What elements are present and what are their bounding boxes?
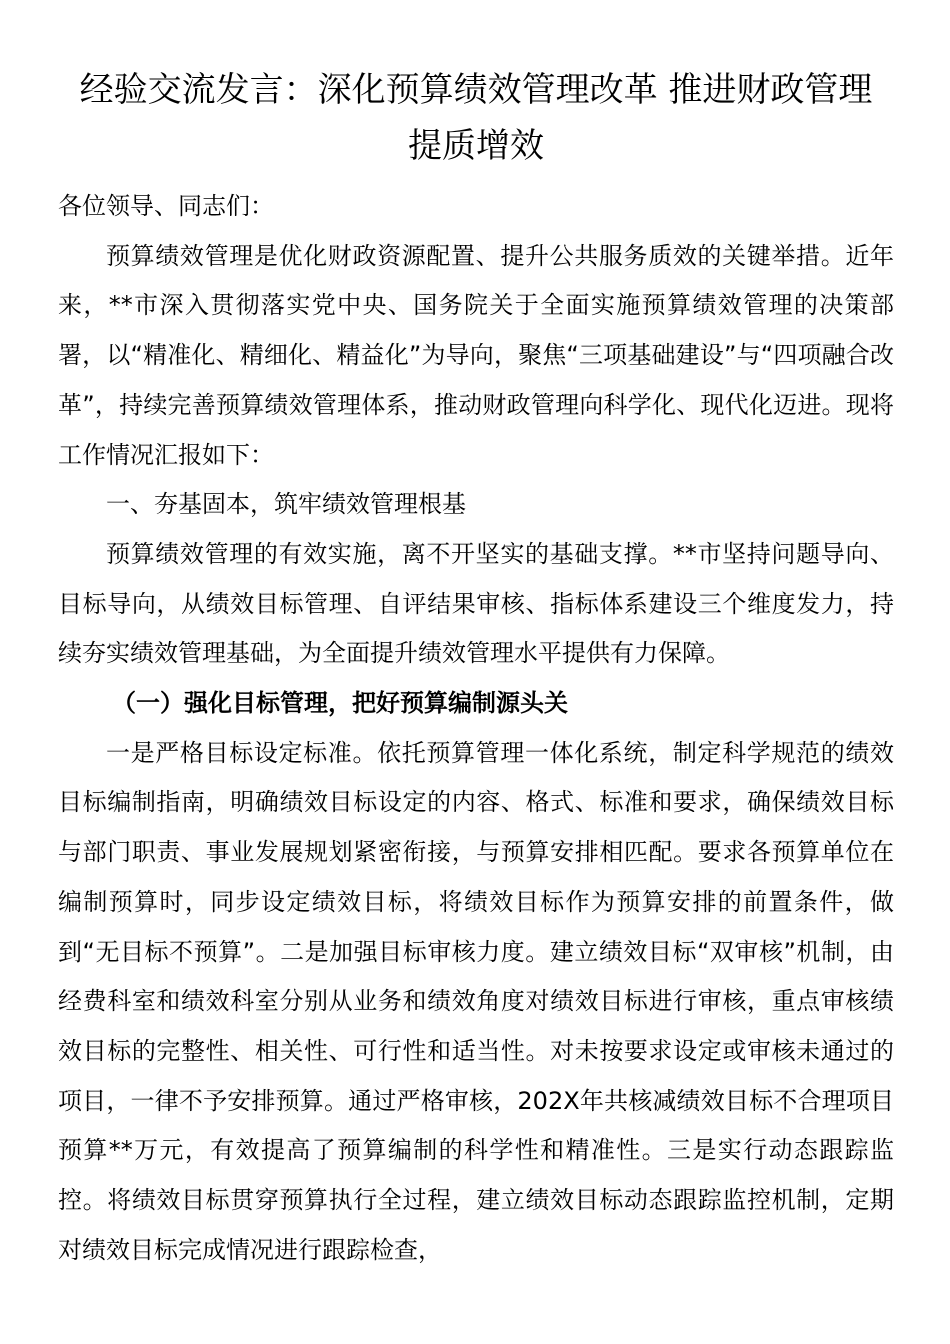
subsection-1-heading: （一）强化目标管理，把好预算编制源头关 xyxy=(112,689,568,718)
intro-paragraph: 预算绩效管理是优化财政资源配置、提升公共服务质效的关键举措。近年来，**市深入贯彻落实党中央、国务院关于全面实施预算绩效管理的决策部署，以“精准化、精细化、精益化”为导向，聚焦“三项基础建设”与“四项融合改革”，持续完善预算绩效管理体系，推动财政管理向科学化、现代化迈进。现将工作情况汇报如下： xyxy=(58,241,894,469)
document-page xyxy=(58,62,894,1275)
subsection-1-body: 一是严格目标设定标准。依托预算管理一体化系统，制定科学规范的绩效目标编制指南，明确绩效目标设定的内容、格式、标准和要求，确保绩效目标与部门职责、事业发展规划紧密衔接，与预算安排相匹配。要求各预算单位在编制预算时，同步设定绩效目标，将绩效目标作为预算安排的前置条件，做到“无目标不预算”。二是加强目标审核力度。建立绩效目标“双审核”机制，由经费科室和绩效科室分别从业务和绩效角度对绩效目标进行审核，重点审核绩效目标的完整性、相关性、可行性和适当性。对未按要求设定或审核未通过的项目，一律不予安排预算。通过严格审核，202X年共核减绩效目标不合理项目预算**万元，有效提高了预算编制的科学性和精准性。三是实行动态跟踪监控。将绩效目标贯穿预算执行全过程，建立绩效目标动态跟踪监控机制，定期对绩效目标完成情况进行跟踪检查， xyxy=(58,738,894,1264)
section-1-heading: 一、夯基固本，筑牢绩效管理根基 xyxy=(106,490,466,519)
title-line-1: 经验交流发言：深化预算绩效管理改革 推进财政管理 xyxy=(79,70,873,110)
salutation: 各位领导、同志们： xyxy=(58,192,274,220)
section-1-body: 预算绩效管理的有效实施，离不开坚实的基础支撑。**市坚持问题导向、目标导向，从绩效目标管理、自评结果审核、指标体系建设三个维度发力，持续夯实绩效管理基础，为全面提升绩效管理水平提供有力保障。 xyxy=(58,539,894,668)
document-title xyxy=(58,62,894,174)
title-line-2: 提质增效 xyxy=(408,126,544,166)
